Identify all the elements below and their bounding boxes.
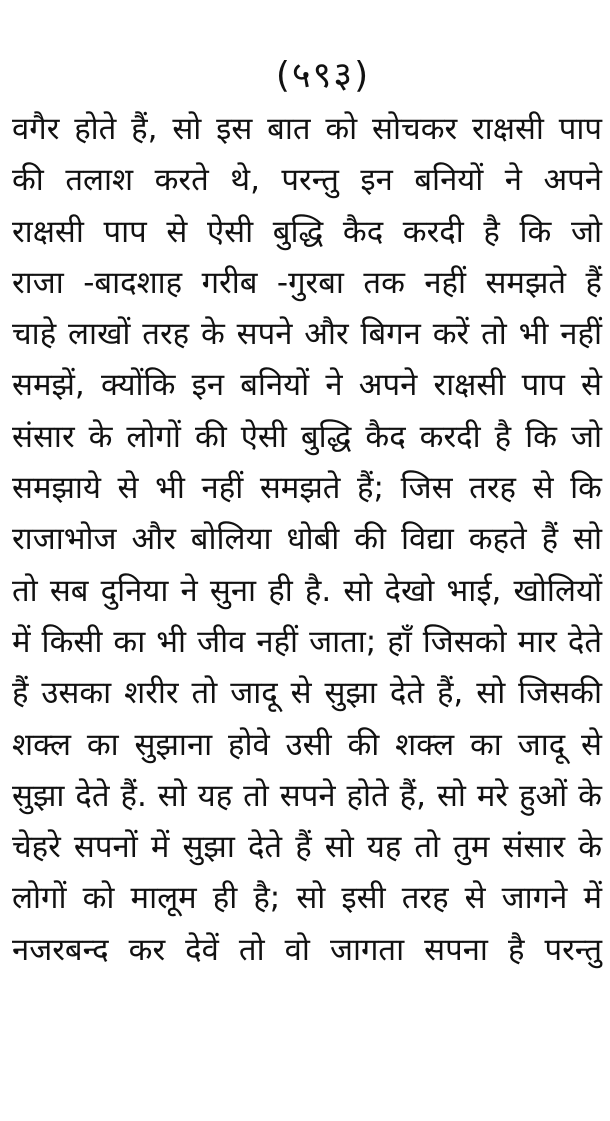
text-line: राक्षसी पाप से ऐसी बुद्धि कैद करदी है कि जो (12, 213, 602, 250)
text-line: लोगों को मालूम ही है; सो इसी तरह से जागने में (12, 880, 602, 917)
text-line: सुझा देते हैं. सो यह तो सपने होते हैं, सो मरे हुओं के (12, 777, 602, 814)
page-number: (५९३) (275, 55, 371, 96)
text-line: तो सब दुनिया ने सुना ही है. सो देखो भाई, खोलियों (12, 572, 602, 609)
text-line: में किसी का भी जीव नहीं जाता; हाँ जिसको मार देते (12, 623, 602, 660)
text-line: राजा -बादशाह गरीब -गुरबा तक नहीं समझते हैं (12, 264, 602, 301)
text-line: वगैर होते हैं, सो इस बात को सोचकर राक्षसी पाप (12, 111, 602, 147)
text-line: शक्ल का सुझाना होवे उसी की शक्ल का जादू से (12, 726, 602, 763)
text-line: संसार के लोगों की ऐसी बुद्धि कैद करदी है कि जो (12, 418, 602, 455)
body-text (12, 104, 602, 976)
text-line: चाहे लाखों तरह के सपने और बिगन करें तो भी नहीं (12, 316, 602, 353)
text-line: हैं उसका शरीर तो जादू से सुझा देते हैं, सो जिसकी (12, 675, 602, 712)
text-line: की तलाश करते थे, परन्तु इन बनियों ने अपने (12, 162, 602, 199)
text-line: समझें, क्योंकि इन बनियों ने अपने राक्षसी पाप से (12, 367, 602, 404)
text-line: समझाये से भी नहीं समझते हैं; जिस तरह से कि (12, 470, 602, 507)
text-line: नजरबन्द कर देवें तो वो जागता सपना है परन्तु (12, 931, 602, 968)
text-line: राजाभोज और बोलिया धोबी की विद्या कहते हैं सो (12, 521, 602, 558)
text-line: चेहरे सपनों में सुझा देते हैं सो यह तो तुम संसार के (12, 829, 602, 866)
